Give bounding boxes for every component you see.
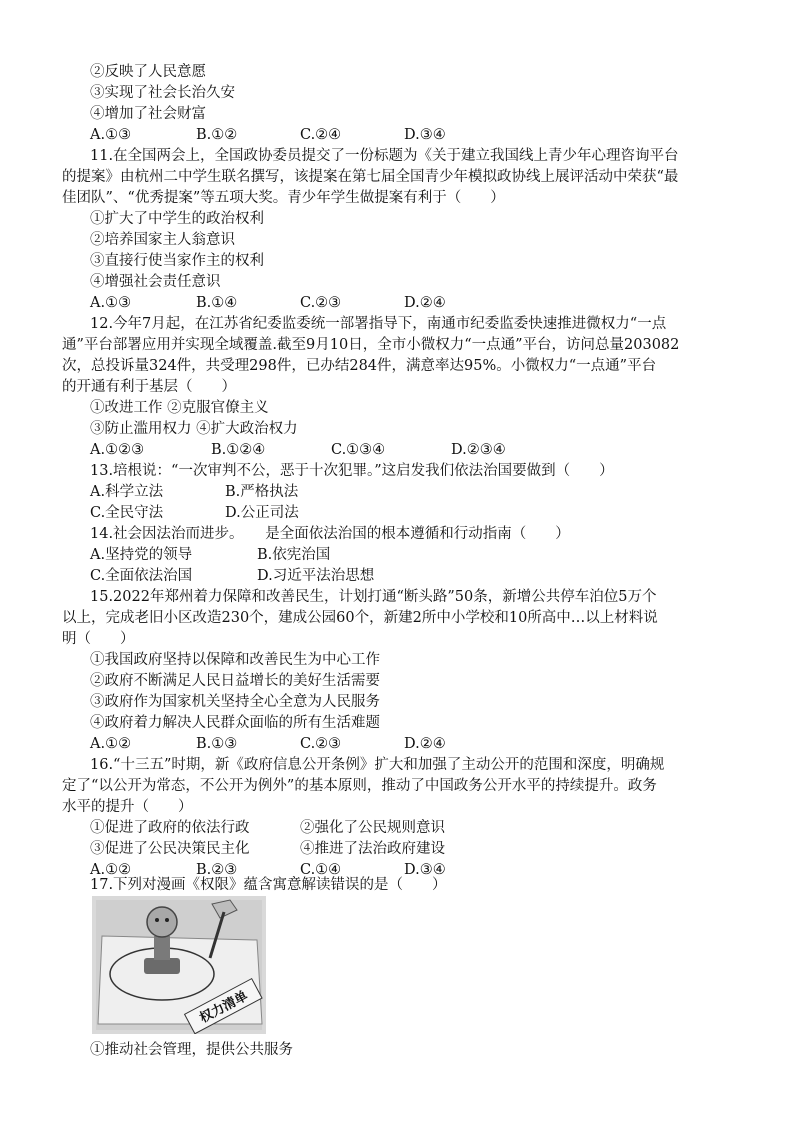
q10-item-3: ③实现了社会长治久安	[90, 85, 235, 101]
q12-stem-1: 12.今年7月起，在江苏省纪委监委统一部署指导下，南通市纪委监委快速推进微权力“一点	[90, 316, 667, 332]
cartoon-image	[92, 896, 266, 1034]
q14-option-c[interactable]: C.全面依法治国	[90, 568, 193, 584]
q10-option-d[interactable]: D.③④	[404, 127, 446, 143]
q17-stem: 17.下列对漫画《权限》蕴含寓意解读错误的是（ ）	[90, 877, 447, 893]
q15-item-1: ①我国政府坚持以保障和改善民生为中心工作	[90, 652, 380, 668]
q11-item-1: ①扩大了中学生的政治权利	[90, 211, 264, 227]
banner-text: 权力清单	[197, 988, 251, 1027]
q11-stem-1: 11.在全国两会上，全国政协委员提交了一份标题为《关于建立我国线上青少年心理咨询平台	[90, 148, 679, 164]
q13-option-b[interactable]: B.严格执法	[225, 484, 299, 500]
q13-option-a[interactable]: A.科学立法	[90, 484, 164, 500]
q12-option-d[interactable]: D.②③④	[451, 442, 506, 458]
q16-item-4: ④推进了法治政府建设	[300, 841, 445, 857]
q16-stem-3: 水平的提升（ ）	[62, 799, 193, 815]
q11-item-2: ②培养国家主人翁意识	[90, 232, 235, 248]
q15-option-a[interactable]: A.①②	[90, 736, 132, 752]
lightbulb-icon	[147, 907, 177, 937]
bulb-neck	[154, 936, 170, 960]
q12-option-a[interactable]: A.①②③	[90, 442, 145, 458]
q15-stem-1: 15.2022年郑州着力保障和改善民生，计划打通“断头路”50条，新增公共停车泊位5万个	[90, 589, 657, 605]
q12-items-1: ①改进工作 ②克服官僚主义	[90, 400, 269, 416]
q16-option-d[interactable]: D.③④	[404, 862, 446, 878]
q12-stem-4: 的开通有利于基层（ ）	[62, 379, 236, 395]
q13-option-c[interactable]: C.全民守法	[90, 505, 164, 521]
q15-item-4: ④政府着力解决人民群众面临的所有生活难题	[90, 715, 380, 731]
q10-option-b[interactable]: B.①②	[196, 127, 238, 143]
q16-item-1: ①促进了政府的依法行政	[90, 820, 250, 836]
q10-item-2: ②反映了人民意愿	[90, 64, 206, 80]
q11-item-4: ④增强社会责任意识	[90, 274, 221, 290]
q15-option-b[interactable]: B.①③	[196, 736, 238, 752]
q12-option-b[interactable]: B.①②④	[211, 442, 266, 458]
q12-option-c[interactable]: C.①③④	[331, 442, 386, 458]
q16-option-c[interactable]: C.①④	[300, 862, 342, 878]
q14-option-d[interactable]: D.习近平法治思想	[257, 568, 375, 584]
bulb-eye-left	[155, 918, 159, 922]
q16-item-2: ②强化了公民规则意识	[300, 820, 445, 836]
q14-option-b[interactable]: B.依宪治国	[257, 547, 331, 563]
q11-stem-3: 佳团队”、“优秀提案”等五项大奖。青少年学生做提案有利于（ ）	[62, 190, 505, 206]
bulb-eye-right	[165, 918, 169, 922]
q14-option-a[interactable]: A.坚持党的领导	[90, 547, 193, 563]
q15-option-d[interactable]: D.②④	[404, 736, 446, 752]
q16-option-a[interactable]: A.①②	[90, 862, 132, 878]
q12-stem-2: 通”平台部署应用并实现全域覆盖.截至9月10日，全市小微权力“一点通”平台，访问总量203082	[62, 337, 680, 353]
q11-item-3: ③直接行使当家作主的权利	[90, 253, 264, 269]
q10-option-c[interactable]: C.②④	[300, 127, 342, 143]
q11-option-b[interactable]: B.①④	[196, 295, 238, 311]
q11-option-a[interactable]: A.①③	[90, 295, 132, 311]
q16-stem-2: 定了“以公开为常态，不公开为例外”的基本原则，推动了中国政务公开水平的持续提升。政务	[62, 778, 657, 794]
cartoon-svg	[92, 896, 266, 1034]
q12-stem-3: 次，总投诉量324件，共受理298件，已办结284件，满意率达95%。小微权力“一点通”平台	[62, 358, 657, 374]
q10-item-4: ④增加了社会财富	[90, 106, 206, 122]
q16-option-b[interactable]: B.②③	[196, 862, 238, 878]
q13-stem: 13.培根说：“一次审判不公，恶于十次犯罪。”这启发我们依法治国要做到（ ）	[90, 463, 614, 479]
q14-stem: 14.社会因法治而进步。 是全面依法治国的根本遵循和行动指南（ ）	[90, 526, 570, 542]
q15-item-3: ③政府作为国家机关坚持全心全意为人民服务	[90, 694, 380, 710]
q10-option-a[interactable]: A.①③	[90, 127, 132, 143]
q15-stem-3: 明（ ）	[62, 631, 135, 647]
q13-option-d[interactable]: D.公正司法	[225, 505, 299, 521]
q16-stem-1: 16.“十三五”时期，新《政府信息公开条例》扩大和加强了主动公开的范围和深度，明确规	[90, 757, 665, 773]
q15-item-2: ②政府不断满足人民日益增长的美好生活需要	[90, 673, 380, 689]
q11-option-d[interactable]: D.②④	[404, 295, 446, 311]
q11-option-c[interactable]: C.②③	[300, 295, 342, 311]
q15-option-c[interactable]: C.②③	[300, 736, 342, 752]
bulb-base	[144, 958, 180, 974]
q15-stem-2: 以上，完成老旧小区改造230个，建成公园60个，新建2所中小学校和10所高中…以上材料说	[62, 610, 658, 626]
q12-items-2: ③防止滥用权力 ④扩大政治权力	[90, 421, 298, 437]
q16-item-3: ③促进了公民决策民主化	[90, 841, 250, 857]
q17-item-1: ①推动社会管理，提供公共服务	[90, 1042, 293, 1058]
q11-stem-2: 的提案》由杭州二中学生联名撰写，该提案在第七届全国青少年模拟政协线上展评活动中荣获“最	[62, 169, 679, 185]
